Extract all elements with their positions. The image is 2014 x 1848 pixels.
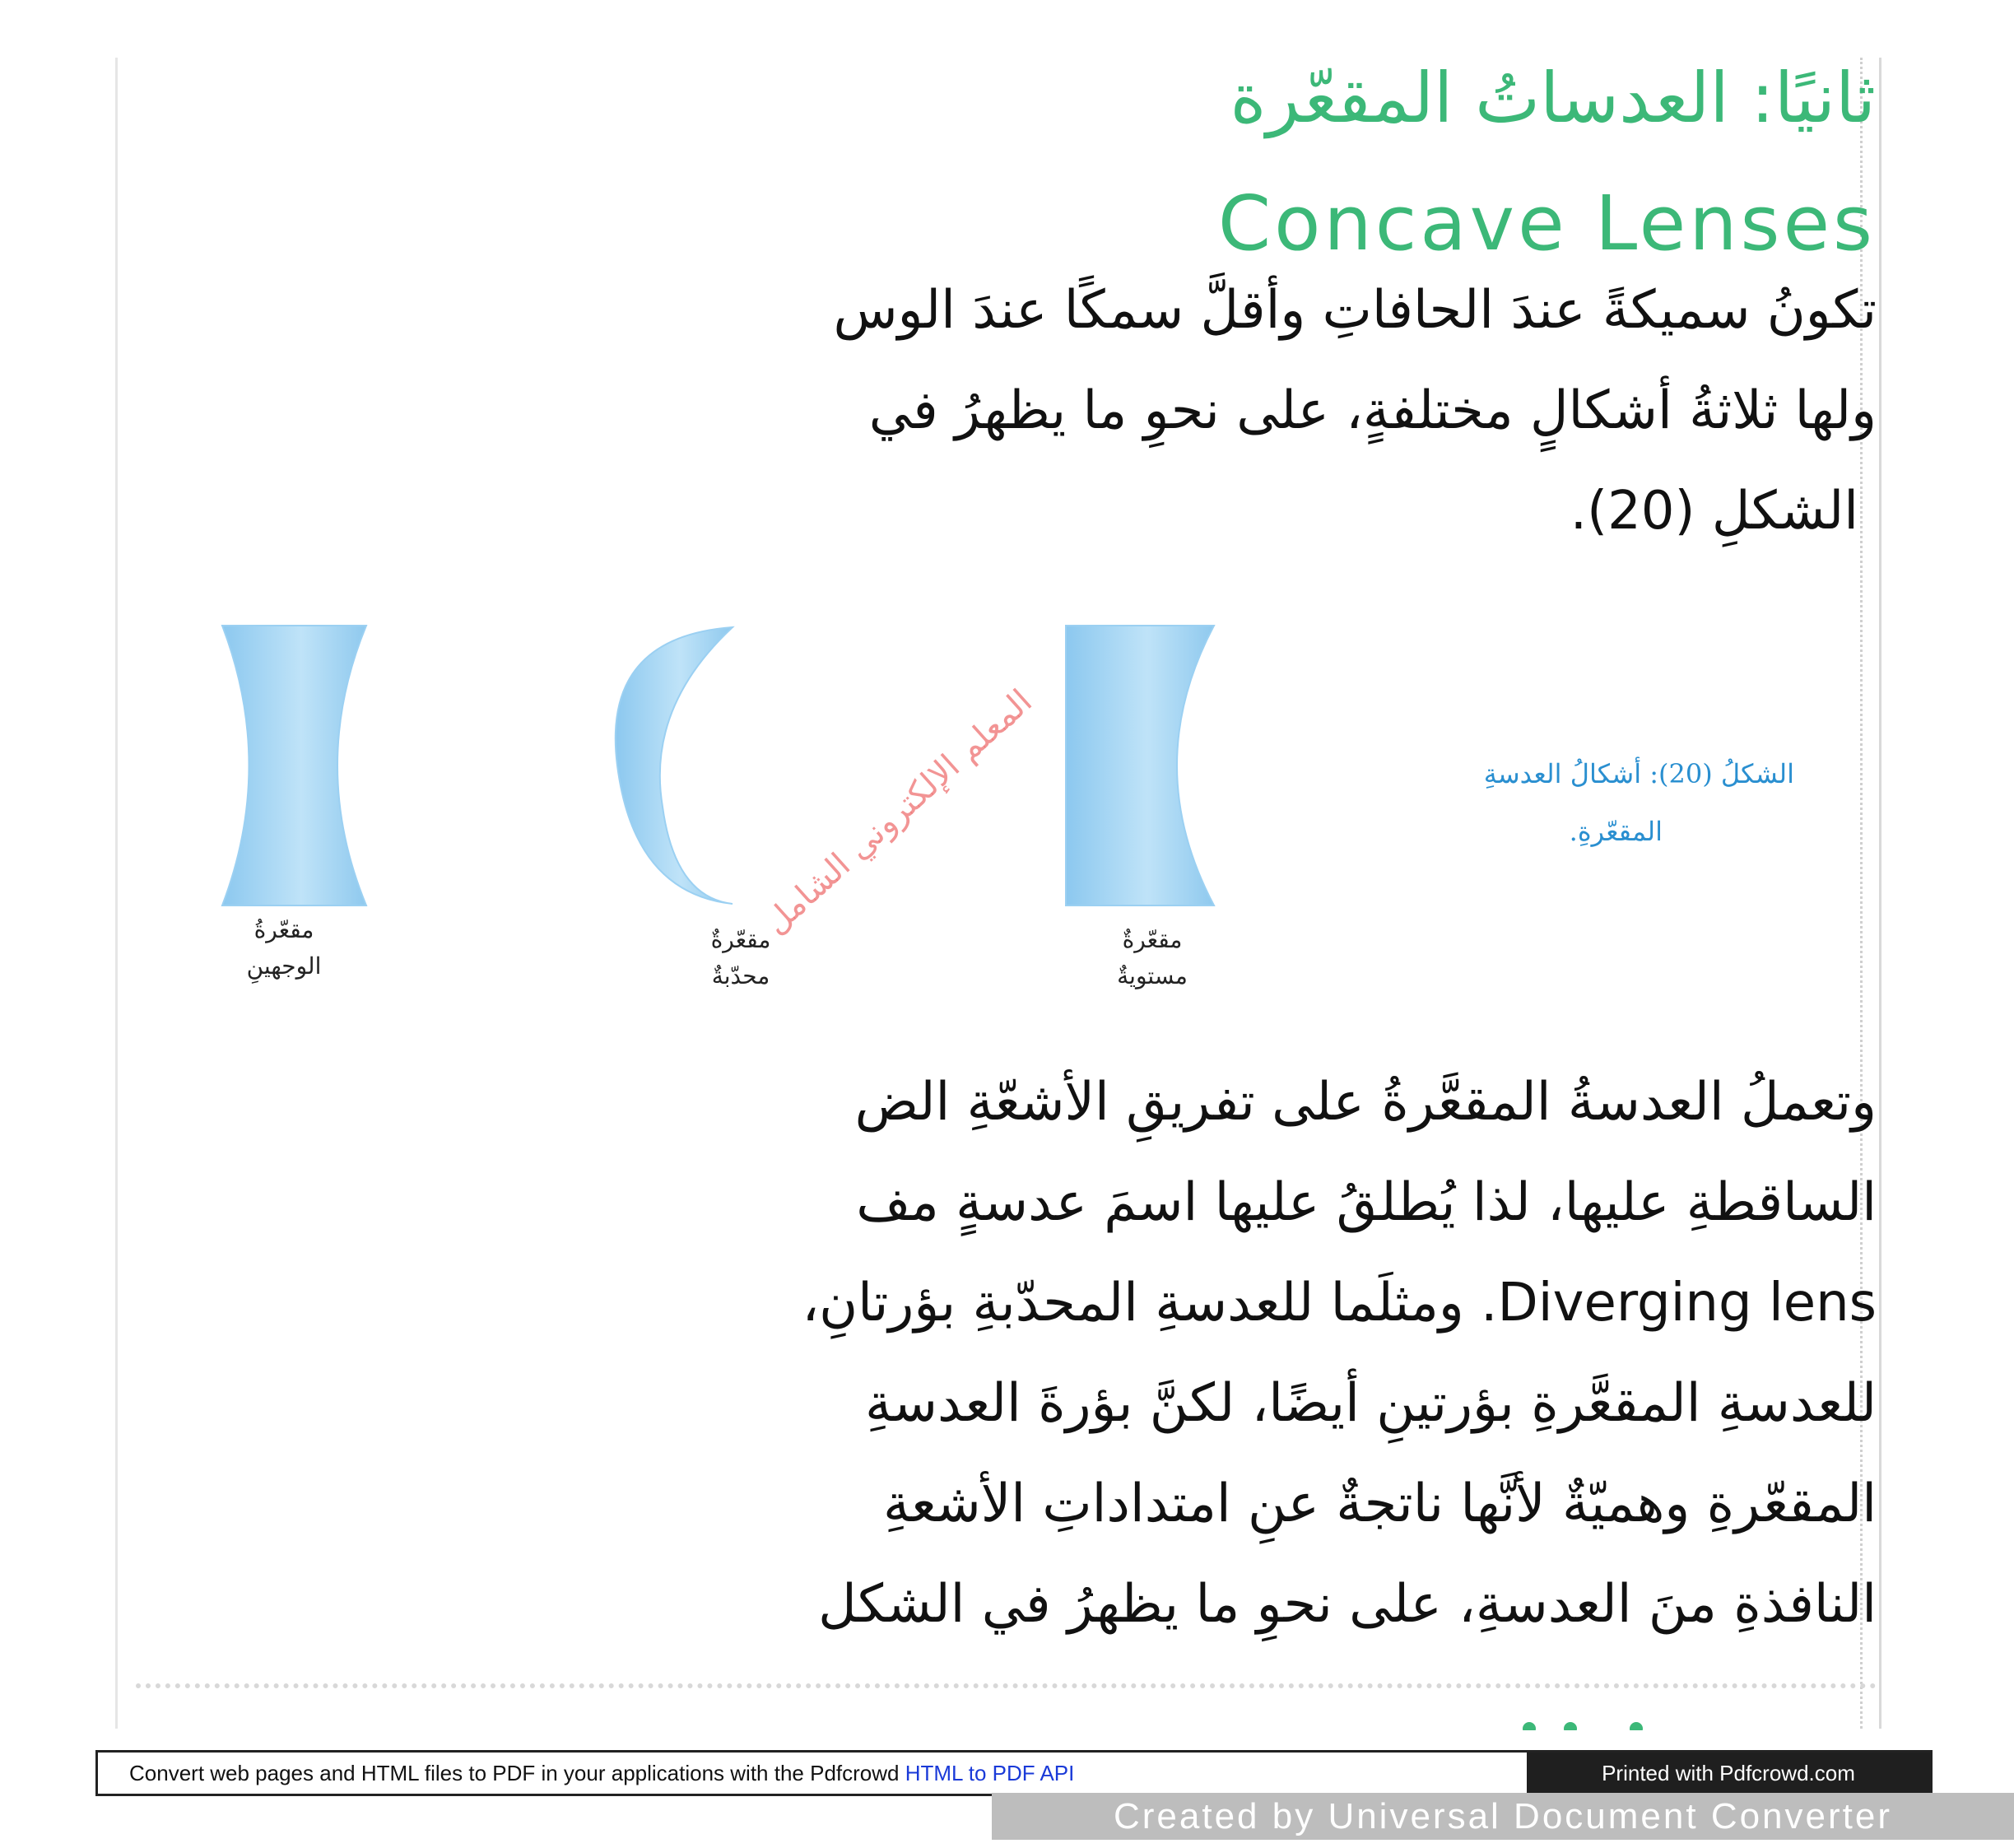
convex-concave-lens-icon (616, 627, 733, 904)
pdfcrowd-banner-text: Convert web pages and HTML files to PDF in your applications with the Pdfcrowd HTML to PDF API (129, 1760, 1075, 1785)
watermark-text: المعلم الإلكتروني الشامل (757, 682, 1040, 943)
lens-label-biconcave: مقعّرةُ الوجهينِ (246, 916, 322, 980)
next-heading-fragment (1506, 1719, 1704, 1730)
caption-line: المقعّرةِ. (1569, 816, 1663, 847)
intro-line: الشكلِ (20). (1570, 481, 1858, 542)
html-to-pdf-api-link[interactable]: HTML to PDF API (905, 1760, 1075, 1785)
body-line: وتعملُ العدسةُ المقعَّرةُ على تفريقِ الأشعّةِ الض (854, 1072, 1877, 1133)
intro-line: تكونُ سميكةً عندَ الحافاتِ وأقلَّ سمكًا عندَ الوس (833, 280, 1877, 341)
body-line: للعدسةِ المقعَّرةِ بؤرتينِ أيضًا، لكنَّ بؤرةَ العدسةِ (865, 1373, 1877, 1434)
pdfcrowd-banner (95, 1750, 1933, 1796)
lens-label-plano-concave: مقعّرةٌ مستويةٌ (1117, 926, 1188, 989)
body-line: الساقطةِ عليها، لذا يُطلقُ عليها اسمَ عدسةٍ مف (856, 1172, 1877, 1233)
lens-label-convex-concave: مقعّرةٌ محدّبةٌ (710, 926, 771, 989)
pdfcrowd-printed-label: Printed with Pdfcrowd.com (1527, 1753, 1930, 1794)
biconcave-lens-icon (222, 626, 366, 905)
caption-line: الشكلُ (20): أشكالُ العدسةِ (1483, 758, 1794, 789)
body-line: Diverging lens. ومثلَما للعدسةِ المحدّبةِ بؤرتانِ، (802, 1273, 1877, 1334)
intro-line: ولها ثلاثةُ أشكالٍ مختلفةٍ، على نحوِ ما يظهرُ في (868, 380, 1877, 441)
udc-watermark: Created by Universal Document Converter (992, 1793, 2014, 1840)
body-line: النافذةِ منَ العدسةِ، على نحوِ ما يظهرُ في الشكل (818, 1574, 1877, 1635)
section-title-arabic: ثانيًا: العدساتُ المقعّرة (1230, 58, 1876, 138)
section-divider (136, 1683, 1877, 1688)
section-title-english: Concave Lenses (1217, 179, 1876, 268)
plano-concave-lens-icon (1066, 626, 1214, 905)
body-line: المقعّرةِ وهميّةٌ لأنَّها ناتجةٌ عنِ امتداداتِ الأشعةِ (882, 1473, 1877, 1534)
intro-paragraph (132, 260, 1877, 561)
body-paragraph (132, 1052, 1877, 1655)
figure-caption (1350, 745, 1794, 860)
